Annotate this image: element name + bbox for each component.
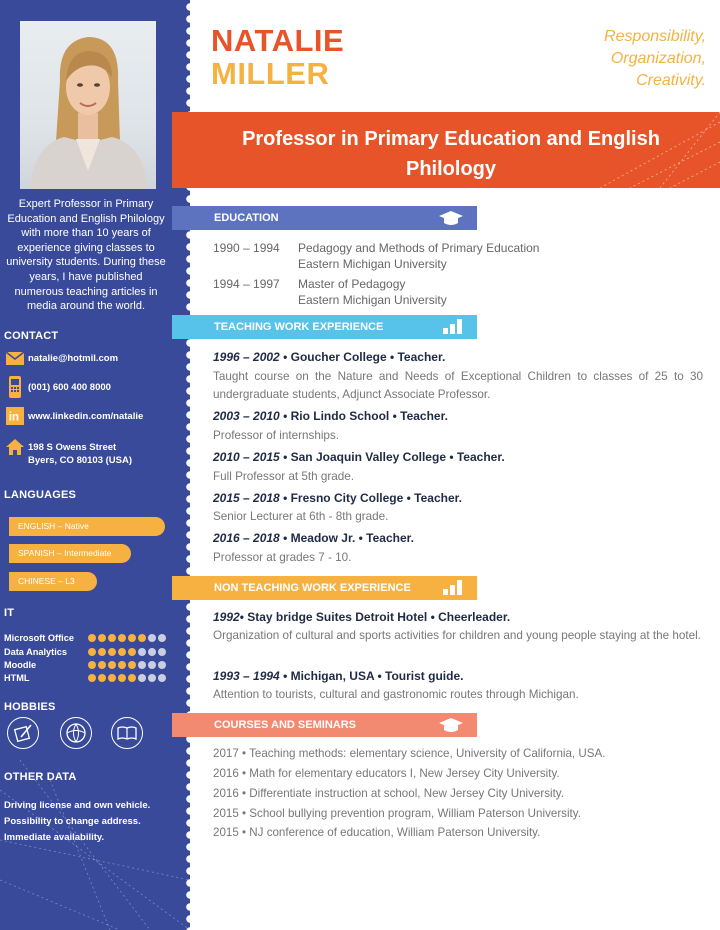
language-pill-english: ENGLISH – Native: [9, 517, 165, 536]
it-heading: IT: [4, 607, 15, 619]
contact-address: [6, 438, 132, 467]
skill-dot: [118, 661, 126, 669]
languages-heading: LANGUAGES: [4, 489, 77, 501]
professional-title: Professor in Primary Education and English Philology: [242, 128, 660, 180]
last-name: MILLER: [211, 56, 330, 91]
teaching-job-title: 2015 – 2018 • Fresno City College • Teacher.: [213, 491, 462, 505]
education-degree: Master of Pedagogy: [298, 277, 406, 291]
it-skill-label: Microsoft Office: [4, 632, 74, 643]
phone-text: (001) 600 400 8000: [28, 381, 111, 393]
skill-level-dots: [88, 634, 166, 642]
nonteaching-job-description: Attention to tourists, cultural and gastronomic routes through Michigan.: [213, 688, 579, 701]
skill-dot: [148, 648, 156, 656]
skill-dot: [118, 634, 126, 642]
skill-dot: [108, 674, 116, 682]
skill-dot: [88, 648, 96, 656]
teaching-job-title: 2010 – 2015 • San Joaquin Valley College • Teacher.: [213, 450, 505, 464]
address-line-2: Byers, CO 80103 (USA): [28, 455, 133, 466]
contact-email[interactable]: [6, 352, 118, 365]
teaching-job-description: Professor at grades 7 - 10.: [213, 551, 352, 564]
it-skill-row: [4, 631, 174, 644]
tagline-line: Responsibility,: [604, 28, 706, 45]
skill-dot: [98, 661, 106, 669]
nonteaching-heading: NON TEACHING WORK EXPERIENCE: [214, 582, 411, 594]
education-item: [213, 276, 447, 308]
skill-dot: [88, 661, 96, 669]
address-line-1: 198 S Owens Street: [28, 442, 117, 453]
education-years: 1994 – 1997: [213, 277, 280, 291]
education-school: Eastern Michigan University: [298, 257, 447, 271]
it-skill-label: Data Analytics: [4, 646, 67, 657]
other-data-line: Driving license and own vehicle.: [4, 800, 151, 811]
teaching-job-title: 2016 – 2018 • Meadow Jr. • Teacher.: [213, 531, 414, 545]
other-data-heading: OTHER DATA: [4, 771, 77, 783]
skill-dot: [98, 634, 106, 642]
title-banner: [172, 112, 720, 188]
language-pill-chinese: CHINESE – L3: [9, 572, 97, 591]
other-data-list: [4, 798, 174, 846]
skill-dot: [138, 634, 146, 642]
linkedin-text: www.linkedin.com/natalie: [28, 410, 144, 422]
skill-dot: [118, 648, 126, 656]
other-data-line: Possibility to change address.: [4, 816, 141, 827]
teaching-heading-bar: [172, 315, 477, 339]
graduation-cap-icon: [439, 716, 463, 743]
nonteaching-heading-bar: [172, 576, 477, 600]
skill-dot: [98, 674, 106, 682]
teaching-heading: TEACHING WORK EXPERIENCE: [214, 321, 384, 333]
skill-dot: [108, 648, 116, 656]
skill-dot: [88, 634, 96, 642]
skill-dot: [98, 648, 106, 656]
it-skill-row: [4, 658, 174, 671]
skill-dot: [128, 661, 136, 669]
linkedin-icon: [6, 406, 24, 426]
teaching-job-description: Taught course on the Nature and Needs of Exceptional Children to classes of 25 to 30 undergraduate students, Adjunct Associate Professor.: [213, 370, 703, 401]
sports-ball-icon: [60, 717, 92, 749]
nonteaching-job-title: 1993 – 1994 • Michigan, USA • Tourist guide.: [213, 669, 464, 683]
writing-icon: [7, 717, 39, 749]
graduation-cap-icon: [439, 209, 463, 236]
first-name: NATALIE: [211, 23, 345, 58]
tagline-line: Organization,: [610, 50, 706, 67]
hobbies-heading: HOBBIES: [4, 701, 56, 713]
home-icon: [6, 438, 24, 456]
bar-chart-icon: [443, 318, 463, 343]
education-item: [213, 240, 539, 272]
nonteaching-job-title: 1992• Stay bridge Suites Detroit Hotel • Cheerleader.: [213, 610, 511, 624]
courses-heading-bar: [172, 713, 477, 737]
contact-phone[interactable]: [6, 376, 111, 398]
skill-dot: [128, 674, 136, 682]
education-heading-bar: [172, 206, 477, 230]
teaching-job-description: Professor of internships.: [213, 429, 340, 442]
teaching-job-title: 1996 – 2002 • Goucher College • Teacher.: [213, 350, 446, 364]
skill-dot: [158, 648, 166, 656]
skill-dot: [108, 661, 116, 669]
decorative-rays: [600, 112, 720, 188]
skill-dot: [138, 661, 146, 669]
contact-linkedin[interactable]: [6, 406, 143, 426]
it-skill-label: HTML: [4, 672, 30, 683]
it-skill-label: Moodle: [4, 659, 37, 670]
skill-dot: [148, 634, 156, 642]
skill-dot: [118, 674, 126, 682]
skill-dot: [158, 674, 166, 682]
skill-dot: [88, 674, 96, 682]
education-degree: Pedagogy and Methods of Primary Education: [298, 241, 540, 255]
skill-dot: [138, 674, 146, 682]
skill-level-dots: [88, 674, 166, 682]
email-text: natalie@hotmil.com: [28, 353, 119, 364]
education-school: Eastern Michigan University: [298, 293, 447, 307]
other-data-line: Immediate availability.: [4, 832, 105, 843]
course-item: 2015 • School bullying prevention program, William Paterson University.: [213, 807, 581, 820]
it-skill-row: [4, 671, 174, 684]
course-item: 2016 • Differentiate instruction at school, New Jersey City University.: [213, 787, 564, 800]
course-item: 2017 • Teaching methods: elementary science, University of California, USA.: [213, 747, 606, 760]
teaching-job-description: Senior Lecturer at 6th - 8th grade.: [213, 510, 389, 523]
skill-dot: [158, 661, 166, 669]
education-heading: EDUCATION: [214, 212, 279, 224]
skill-dot: [158, 634, 166, 642]
envelope-icon: [6, 352, 24, 365]
profile-photo: [20, 21, 156, 189]
reading-book-icon: [111, 717, 143, 749]
course-item: 2015 • NJ conference of education, William Paterson University.: [213, 826, 541, 839]
bar-chart-icon: [443, 579, 463, 604]
tagline: [604, 26, 706, 92]
tagline-line: Creativity.: [636, 72, 706, 89]
nonteaching-job-description: Organization of cultural and sports activities for children and young people staying at the hotel.: [213, 629, 701, 642]
course-item: 2016 • Math for elementary educators I, New Jersey City University.: [213, 767, 560, 780]
courses-heading: COURSES AND SEMINARS: [214, 719, 356, 731]
phone-icon: [6, 376, 24, 398]
skill-dot: [128, 634, 136, 642]
education-years: 1990 – 1994: [213, 241, 280, 255]
sidebar: [0, 0, 190, 930]
teaching-job-title: 2003 – 2010 • Rio Lindo School • Teacher.: [213, 409, 448, 423]
skill-dot: [148, 661, 156, 669]
skill-dot: [128, 648, 136, 656]
teaching-job-description: Full Professor at 5th grade.: [213, 470, 354, 483]
svg-text:in: in: [8, 410, 20, 424]
skill-level-dots: [88, 661, 166, 669]
contact-heading: CONTACT: [4, 330, 59, 342]
skill-dot: [108, 634, 116, 642]
skill-dot: [148, 674, 156, 682]
language-pill-spanish: SPANISH – Intermediate: [9, 544, 131, 563]
skill-dot: [138, 648, 146, 656]
it-skill-row: [4, 645, 174, 658]
skill-level-dots: [88, 648, 166, 656]
bio-text: Expert Professor in Primary Education and English Philology with more than 10 years of experience giving classes to university students. During these years, I have published numerous teaching articles in media around the world.: [6, 198, 166, 313]
